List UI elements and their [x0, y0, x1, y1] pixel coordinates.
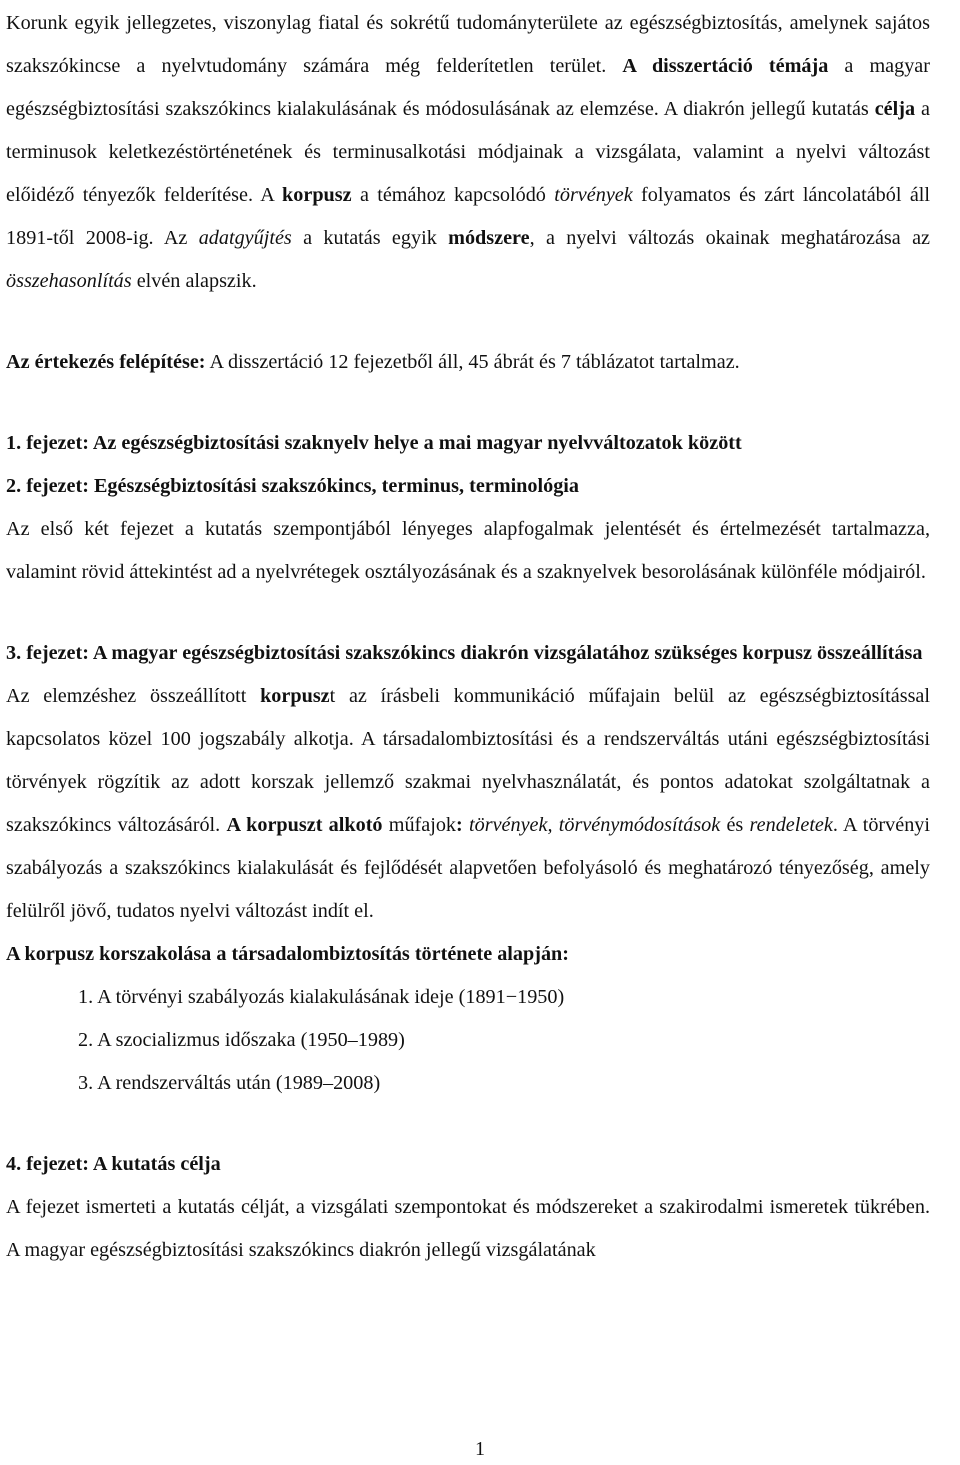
data-collection-term: adatgyűjtés: [198, 227, 292, 249]
chapter-3-text: és: [720, 814, 750, 836]
chapter-3-heading: 3. fejezet: A magyar egészségbiztosítási szakszókincs diakrón vizsgálatához szükséges korpusz összeállítása: [6, 642, 923, 664]
chapter-3-text: Az elemzéshez összeállított: [6, 685, 261, 707]
comparison-term: összehasonlítás: [6, 270, 132, 292]
spacer: [6, 1105, 930, 1143]
structure-paragraph: [6, 341, 930, 384]
laws-term: törvények: [554, 184, 633, 206]
goal-label: célja: [874, 98, 916, 120]
period-list: [6, 976, 930, 1105]
intro-text: a magyar egészségbiztosítási szakszókincs kialakulásának és módosulásának az elemzése. A diakrón jellegű kutatás: [6, 55, 930, 120]
corpus-genres-label: A korpuszt alkotó: [226, 814, 383, 836]
intro-text: a témához kapcsolódó: [351, 184, 555, 206]
spacer: [6, 303, 930, 341]
corpus-label: korpusz: [282, 184, 352, 206]
list-item: 1. A törvényi szabályozás kialakulásának ideje (1891−1950): [78, 986, 565, 1008]
chapter-1-heading: 1. fejezet: Az egészségbiztosítási szaknyelv helye a mai magyar nyelvváltozatok között: [6, 432, 742, 454]
topic-label: A disszertáció témája: [622, 55, 829, 77]
intro-text: elvén alapszik.: [131, 270, 257, 292]
chapter-3-text: műfajok: [382, 814, 457, 836]
intro-text: a terminusok keletkezéstörténetének és terminusalkotási módjainak a vizsgálata, valamint a nyelvi változást előidéző tényezők felderítése. A: [6, 98, 930, 206]
intro-text: a kutatás egyik: [291, 227, 449, 249]
structure-label: Az értekezés felépítése:: [6, 351, 206, 373]
list-item: 3. A rendszerváltás után (1989–2008): [78, 1072, 381, 1094]
structure-text: A disszertáció 12 fejezetből áll, 45 ábrát és 7 táblázatot tartalmaz.: [205, 351, 740, 373]
list-item: 2. A szocializmus időszaka (1950–1989): [78, 1029, 405, 1051]
chapter-2-heading: 2. fejezet: Egészségbiztosítási szakszókincs, terminus, terminológia: [6, 475, 579, 497]
genre-laws-term: törvények, törvénymódosítások: [469, 814, 721, 836]
intro-text: folyamatos és zárt láncolatából áll 1891-től 2008-ig. Az: [6, 184, 930, 249]
colon: :: [456, 814, 463, 836]
chapter-1-2-paragraph: Az első két fejezet a kutatás szempontjából lényeges alapfogalmak jelentését és értelmezését tartalmazza, valamint rövid áttekintést ad a nyelvrétegek osztályozásának és a szaknyelvek besorolásának különféle módjairól.: [6, 518, 930, 583]
spacer: [6, 384, 930, 422]
intro-text: , a nyelvi változás okainak meghatározása az: [529, 227, 930, 249]
genre-decrees-term: rendeletek: [749, 814, 833, 836]
intro-text: Korunk egyik jellegzetes, viszonylag fiatal és sokrétű tudományterülete az egészségbiztosítás, amelynek sajátos szakszókincse a nyelvtudomány számára még felderítetlen terület.: [6, 12, 930, 77]
method-label: módszere: [448, 227, 530, 249]
page-number: 1: [475, 1438, 485, 1460]
spacer: [6, 594, 930, 632]
intro-paragraph: [6, 2, 930, 303]
chapter-3-paragraph: [6, 675, 930, 933]
chapter-3-text: . A törvényi szabályozás a szakszókincs kialakulását és fejlődését alapvetően befolyásoló és meghatározó tényezőség, amely felülről jövő, tudatos nyelvi változást indít el.: [6, 814, 930, 922]
periodization-heading: A korpusz korszakolása a társadalombiztosítás története alapján:: [6, 943, 569, 965]
chapter-4-heading: 4. fejezet: A kutatás célja: [6, 1153, 221, 1175]
chapter-4-paragraph: A fejezet ismerteti a kutatás célját, a vizsgálati szempontokat és módszereket a szakirodalmi ismeretek tükrében. A magyar egészségbiztosítási szakszókincs diakrón jellegű vizsgálatának: [6, 1196, 930, 1261]
corpus-term: korpusz: [260, 685, 330, 707]
document-page: [6, 2, 930, 1272]
chapter-3-text: t az írásbeli kommunikáció műfajain belül az egészségbiztosítással kapcsolatos közel 100 jogszabály alkotja. A társadalombiztosítási és a rendszerváltás utáni egészségbiztosítási törvények rögzítik az adott korszak jellemző szakmai nyelvhasználatát, és pontos adatokat szolgáltatnak a szakszókincs változásáról.: [6, 685, 930, 836]
